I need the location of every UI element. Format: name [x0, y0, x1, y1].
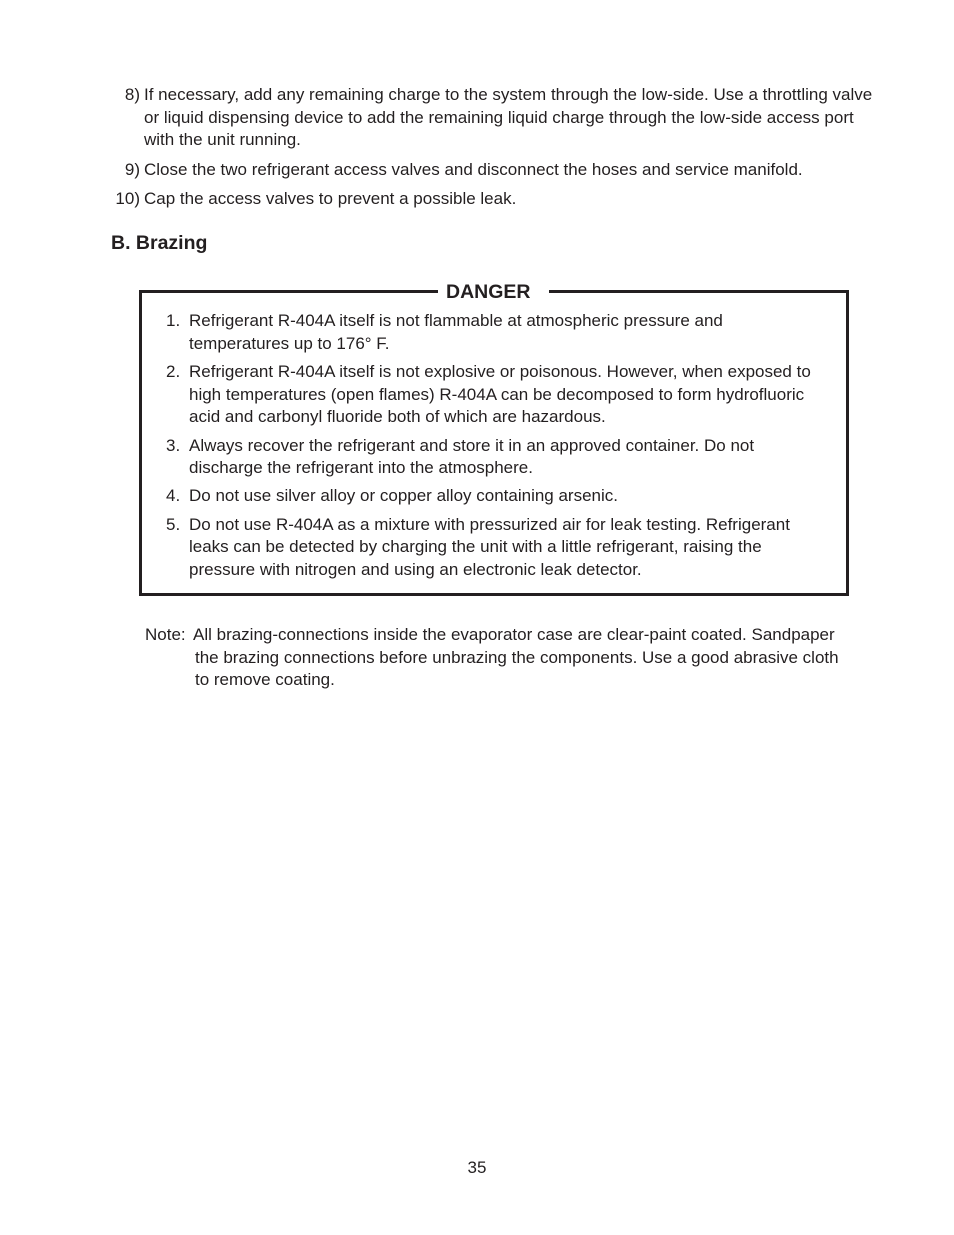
danger-item — [166, 435, 826, 480]
danger-item-number: 4. — [166, 486, 181, 506]
step-text: If necessary, add any remaining charge to the system through the low-side. Use a throttling valve or liquid dispensing device to add the remaining liquid charge through the low-side access port with the unit running. — [144, 85, 873, 149]
note-label: Note: — [145, 625, 186, 644]
danger-item-number: 1. — [166, 311, 181, 330]
procedure-step — [108, 159, 888, 182]
danger-item-text: Do not use silver alloy or copper alloy containing arsenic. — [189, 486, 619, 506]
danger-item-text: Do not use R-404A as a mixture with pressurized air for leak testing. Refrigerant leaks can be detected by charging the unit with a little refrigerant, raising the pressure with nitrogen and using an electronic leak detector. — [189, 514, 790, 580]
note-text: All brazing-connections inside the evaporator case are clear-paint coated. Sandpaper the brazing connections before unbrazing the components. Use a good abrasive cloth to remove coating. — [193, 625, 839, 690]
step-text: Cap the access valves to prevent a possible leak. — [144, 189, 517, 208]
danger-item-number: 5. — [166, 514, 181, 534]
danger-item — [166, 485, 826, 508]
danger-item-text: Always recover the refrigerant and store it in an approved container. Do not discharge the refrigerant into the atmosphere. — [189, 435, 755, 478]
step-number: 9) — [124, 159, 140, 179]
procedure-step — [108, 188, 888, 211]
danger-item-text: Refrigerant R-404A itself is not flammable at atmospheric pressure and temperatures up to 176° F. — [189, 311, 723, 353]
danger-item-text: Refrigerant R-404A itself is not explosive or poisonous. However, when exposed to high temperatures (open flames) R-404A can be decomposed to form hydrofluoric acid and carbonyl fluoride both of which are hazardous. — [189, 361, 811, 427]
danger-warning-box — [139, 281, 849, 596]
page-number: 35 — [467, 1158, 487, 1177]
procedure-step — [108, 84, 888, 152]
danger-list — [166, 310, 826, 587]
procedure-steps — [108, 84, 888, 218]
danger-item — [166, 310, 826, 355]
step-number: 8) — [124, 85, 140, 104]
danger-item — [166, 514, 826, 582]
section-heading: B. Brazing — [111, 232, 208, 254]
note — [145, 624, 845, 692]
danger-item-number: 2. — [166, 361, 181, 381]
step-text: Close the two refrigerant access valves and disconnect the hoses and service manifold. — [144, 159, 803, 179]
danger-item — [166, 361, 826, 429]
danger-item-number: 3. — [166, 435, 181, 455]
danger-title: DANGER — [438, 279, 549, 305]
step-number: 10) — [115, 189, 140, 208]
